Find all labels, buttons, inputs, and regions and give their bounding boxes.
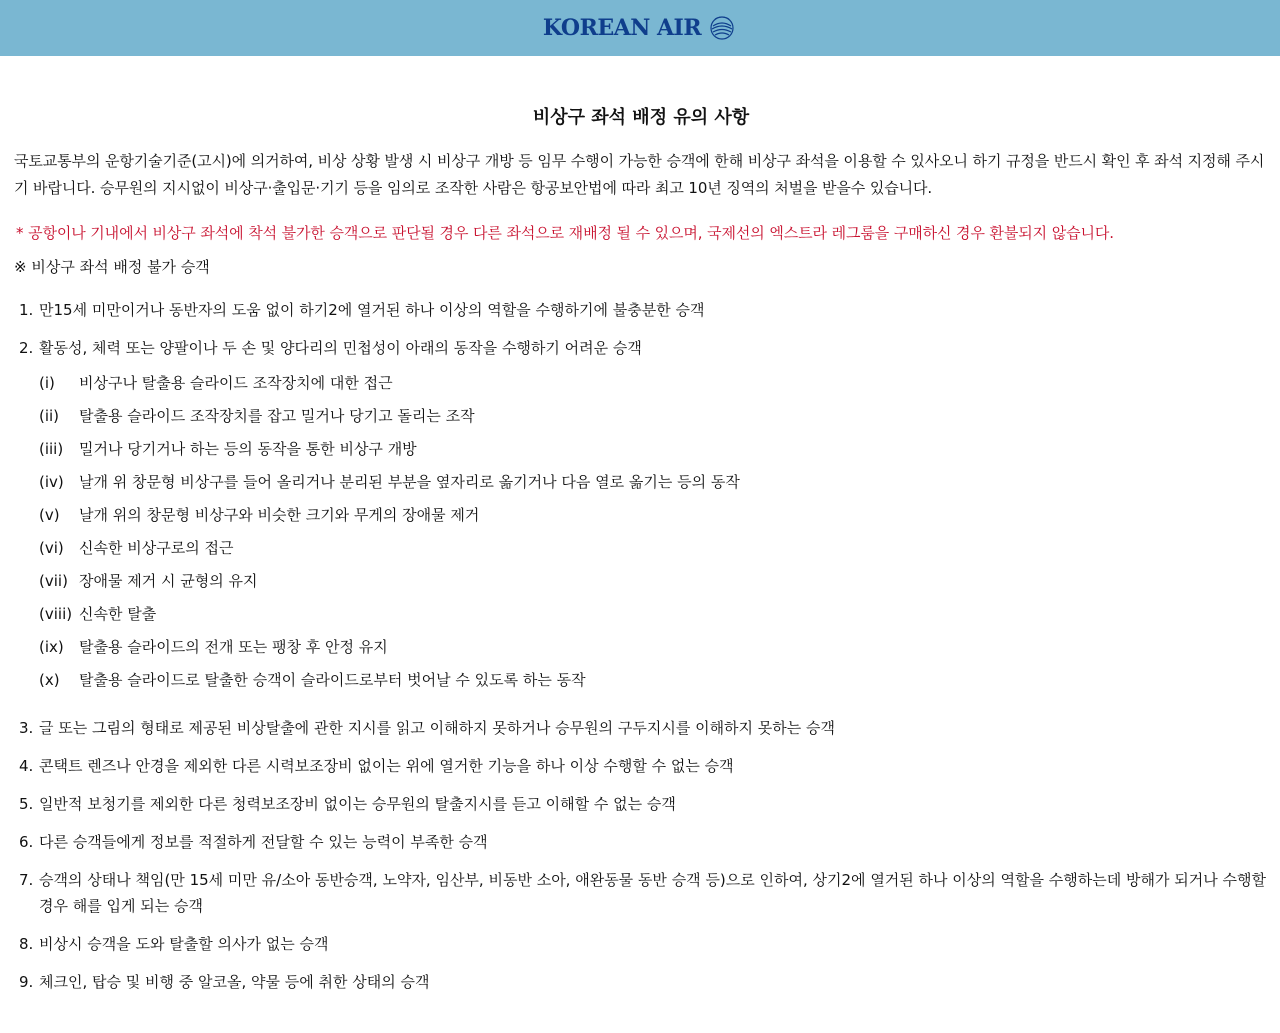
- sub-list-item: [14, 666, 1268, 699]
- sub-list-item: [14, 501, 1268, 534]
- header-bar: [0, 0, 1280, 56]
- list-item-number: 7.: [19, 871, 34, 889]
- sub-item-text: 신속한 탈출: [79, 605, 157, 623]
- list-item-text: 글 또는 그림의 형태로 제공된 비상탈출에 관한 지시를 읽고 이해하지 못하거나 승무원의 구두지시를 이해하지 못하는 승객: [39, 719, 836, 737]
- sub-list-item: [14, 633, 1268, 666]
- sub-item-text: 날개 위 창문형 비상구를 들어 올리거나 분리된 부분을 옆자리로 옮기거나 다음 열로 옮기는 등의 동작: [79, 473, 740, 491]
- taeguk-logo-icon: [707, 13, 737, 43]
- sub-item-text: 밀거나 당기거나 하는 등의 동작을 통한 비상구 개방: [79, 440, 417, 458]
- sub-item-text: 탈출용 슬라이드로 탈출한 승객이 슬라이드로부터 벗어날 수 있도록 하는 동작: [79, 671, 586, 689]
- refund-notice: * 공항이나 기내에서 비상구 좌석에 착석 불가한 승객으로 판단될 경우 다른 좌석으로 재배정 될 수 있으며, 국제선의 엑스트라 레그룸을 구매하신 경우 환불되지 않습니다.: [16, 224, 1114, 242]
- sub-item-number: (vi): [39, 539, 64, 557]
- sub-list: [14, 369, 1268, 699]
- sub-item-text: 신속한 비상구로의 접근: [79, 539, 234, 557]
- list-item-number: 9.: [19, 973, 34, 991]
- main-content: [0, 103, 1280, 995]
- list-item: [14, 335, 1268, 361]
- list-item: [14, 969, 1268, 995]
- list-item: [14, 297, 1268, 323]
- sub-item-number: (i): [39, 374, 55, 392]
- list-item: [14, 931, 1268, 957]
- list-item-text: 다른 승객들에게 정보를 적절하게 전달할 수 있는 능력이 부족한 승객: [39, 833, 488, 851]
- list-item-text: 체크인, 탑승 및 비행 중 알코올, 약물 등에 취한 상태의 승객: [39, 973, 430, 991]
- list-item-text: 비상시 승객을 도와 탈출할 의사가 없는 승객: [39, 935, 329, 953]
- list-item-number: 5.: [19, 795, 34, 813]
- list-item: [14, 753, 1268, 779]
- sub-item-number: (vii): [39, 572, 68, 590]
- list-item-number: 2.: [19, 339, 34, 357]
- sub-item-text: 장애물 제거 시 균형의 유지: [79, 572, 258, 590]
- list-item-text: 활동성, 체력 또는 양팔이나 두 손 및 양다리의 민첩성이 아래의 동작을 수행하기 어려운 승객: [39, 339, 642, 357]
- list-item-text: 만15세 미만이거나 동반자의 도움 없이 하기2에 열거된 하나 이상의 역할을 수행하기에 불충분한 승객: [39, 301, 705, 319]
- list-item-number: 6.: [19, 833, 34, 851]
- list-item-number: 4.: [19, 757, 34, 775]
- sub-item-text: 비상구나 탈출용 슬라이드 조작장치에 대한 접근: [79, 374, 393, 392]
- list-item-number: 8.: [19, 935, 34, 953]
- sub-item-number: (iv): [39, 473, 64, 491]
- sub-item-number: (v): [39, 506, 60, 524]
- logo-wordmark: KOREAN AIR: [542, 15, 702, 41]
- sub-list-item: [14, 435, 1268, 468]
- sub-list-item: [14, 468, 1268, 501]
- sub-item-number: (x): [39, 671, 60, 689]
- sub-list-item: [14, 369, 1268, 402]
- list-item-number: 3.: [19, 719, 34, 737]
- sub-item-number: (iii): [39, 440, 64, 458]
- sub-list-item: [14, 600, 1268, 633]
- sub-item-number: (ix): [39, 638, 64, 656]
- sub-item-number: (ii): [39, 407, 60, 425]
- list-item-text: 일반적 보청기를 제외한 다른 청력보조장비 없이는 승무원의 탈출지시를 듣고 이해할 수 없는 승객: [39, 795, 676, 813]
- sub-item-text: 날개 위의 창문형 비상구와 비슷한 크기와 무게의 장애물 제거: [79, 506, 480, 524]
- korean-air-logo[interactable]: [543, 13, 737, 43]
- intro-paragraph: 국토교통부의 운항기술기준(고시)에 의거하여, 비상 상황 발생 시 비상구 개방 등 임무 수행이 가능한 승객에 한해 비상구 좌석을 이용할 수 있사오니 하기 규정을 반드시 확인 후 좌석 지정해 주시기 바랍니다. 승무원의 지시없이 비상구·출입문·기기 등을 임의로 조작한 사람은 항공보안법에 따라 최고 10년 징역의 처벌을 받을수 있습니다.: [14, 152, 1265, 197]
- list-item-text: 콘택트 렌즈나 안경을 제외한 다른 시력보조장비 없이는 위에 열거한 기능을 하나 이상 수행할 수 없는 승객: [39, 757, 734, 775]
- list-item-text: 승객의 상태나 책임(만 15세 미만 유/소아 동반승객, 노약자, 임산부, 비동반 소아, 애완동물 동반 승객 등)으로 인하여, 상기2에 열거된 하나 이상의 역할을 수행하는데 방해가 되거나 수행할 경우 해를 입게 되는 승객: [39, 871, 1266, 915]
- page-title: 비상구 좌석 배정 유의 사항: [532, 107, 750, 128]
- sub-item-text: 탈출용 슬라이드의 전개 또는 팽창 후 안정 유지: [79, 638, 388, 656]
- list-item-number: 1.: [19, 301, 34, 319]
- sub-item-number: (viii): [39, 605, 73, 623]
- list-item: [14, 829, 1268, 855]
- sub-list-item: [14, 534, 1268, 567]
- list-item: [14, 715, 1268, 741]
- list-item: [14, 791, 1268, 817]
- sub-list-item: [14, 567, 1268, 600]
- list-item: [14, 867, 1268, 919]
- sub-item-text: 탈출용 슬라이드 조작장치를 잡고 밀거나 당기고 돌리는 조작: [79, 407, 475, 425]
- section-title: ※ 비상구 좌석 배정 불가 승객: [14, 258, 210, 276]
- restriction-list: [14, 297, 1268, 995]
- sub-list-item: [14, 402, 1268, 435]
